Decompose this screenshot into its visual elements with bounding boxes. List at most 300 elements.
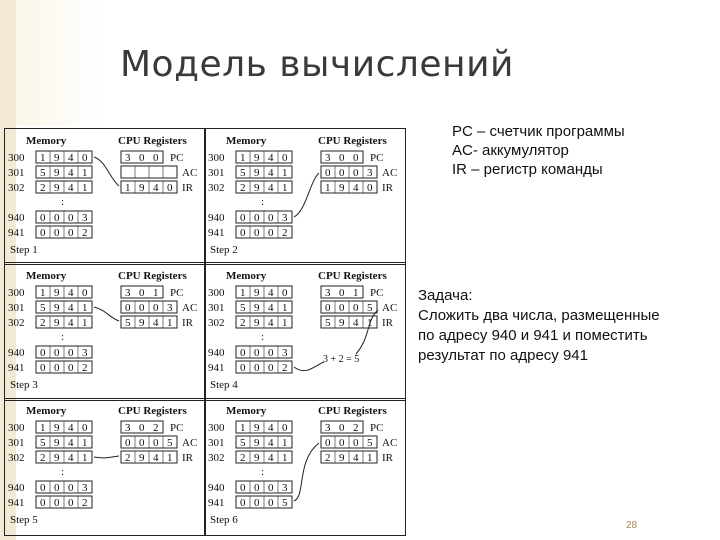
cell-digit: 1	[82, 182, 88, 194]
memory-address: 300	[208, 152, 225, 164]
memory-cell	[236, 226, 292, 239]
cpu-registers-header: CPU Registers	[118, 135, 187, 147]
cell-digit: 0	[282, 287, 288, 299]
register-digit: 0	[353, 302, 359, 314]
memory-address: 301	[8, 167, 25, 179]
ac-label: AC	[382, 302, 398, 314]
cell-digit: 5	[325, 317, 331, 329]
cell-digit: 9	[254, 317, 260, 329]
cell-digit: 3	[282, 212, 288, 224]
pc-register	[321, 286, 363, 299]
ac-register	[121, 301, 177, 314]
memory-address: 940	[8, 347, 25, 359]
cell-digit: 0	[268, 347, 274, 359]
register-digit: 0	[139, 422, 145, 434]
cell-digit: 1	[82, 302, 88, 314]
cell-digit: 4	[268, 302, 274, 314]
ir-register	[121, 316, 177, 329]
memory-address: 302	[208, 182, 225, 194]
step-panel-6	[206, 401, 402, 529]
cell-digit: 5	[240, 437, 246, 449]
cell-digit: 0	[82, 422, 88, 434]
step-label: Step 4	[210, 379, 238, 391]
memory-header: Memory	[26, 405, 67, 417]
cell-digit: 4	[68, 182, 74, 194]
memory-address: 300	[208, 287, 225, 299]
register-digit: 5	[367, 437, 373, 449]
cell-digit: 1	[282, 182, 288, 194]
cell-digit: 0	[254, 362, 260, 374]
cell-digit: 5	[40, 302, 46, 314]
cell-digit: 3	[282, 347, 288, 359]
cell-digit: 1	[325, 182, 331, 194]
cpu-registers-header: CPU Registers	[318, 270, 387, 282]
cell-digit: 1	[367, 317, 373, 329]
ac-label: AC	[182, 437, 198, 449]
cell-digit: 3	[82, 347, 88, 359]
register-digit: 0	[125, 437, 131, 449]
register-legend	[452, 122, 625, 179]
register-digit: 0	[153, 302, 159, 314]
cell-digit: 4	[268, 422, 274, 434]
pc-label: PC	[170, 152, 184, 164]
cell-digit: 0	[68, 362, 74, 374]
cell-digit: 9	[54, 302, 60, 314]
memory-address: 302	[8, 317, 25, 329]
memory-cell	[236, 316, 292, 329]
cell-digit: 4	[153, 317, 159, 329]
memory-address: 940	[208, 212, 225, 224]
ac-register	[321, 166, 377, 179]
cell-digit: 0	[68, 227, 74, 239]
cell-digit: 9	[254, 437, 260, 449]
ir-register	[321, 181, 377, 194]
cell-digit: 2	[40, 452, 46, 464]
register-digit: 0	[339, 302, 345, 314]
cell-digit: 1	[82, 167, 88, 179]
cell-digit: 0	[54, 482, 60, 494]
cell-digit: 1	[240, 152, 246, 164]
cell-digit: 1	[82, 317, 88, 329]
memory-ellipsis: :	[261, 196, 265, 208]
cell-digit: 0	[167, 182, 173, 194]
register-digit: 0	[153, 437, 159, 449]
memory-cell	[236, 361, 292, 374]
fetch-arrow	[94, 157, 119, 186]
cell-digit: 4	[68, 437, 74, 449]
cell-digit: 1	[40, 422, 46, 434]
cell-digit: 0	[282, 422, 288, 434]
memory-address: 940	[8, 482, 25, 494]
cell-digit: 1	[282, 317, 288, 329]
register-digit: 0	[339, 167, 345, 179]
memory-address: 940	[208, 347, 225, 359]
cpu-registers-header: CPU Registers	[318, 405, 387, 417]
register-digit: 0	[325, 302, 331, 314]
cell-digit: 0	[254, 347, 260, 359]
cell-digit: 9	[54, 167, 60, 179]
cell-digit: 1	[82, 437, 88, 449]
memory-address: 301	[8, 302, 25, 314]
register-digit: 5	[167, 437, 173, 449]
memory-ellipsis: :	[61, 331, 65, 343]
cell-digit: 4	[68, 452, 74, 464]
memory-address: 941	[8, 362, 25, 374]
cell-digit: 0	[268, 212, 274, 224]
cell-digit: 0	[82, 287, 88, 299]
cell-digit: 1	[82, 452, 88, 464]
cell-digit: 9	[139, 182, 145, 194]
memory-cell	[36, 286, 92, 299]
legend-line-ac: AC- аккумулятор	[452, 142, 569, 159]
cell-digit: 0	[40, 362, 46, 374]
memory-cell	[36, 496, 92, 509]
memory-cell	[236, 301, 292, 314]
memory-cell	[236, 346, 292, 359]
cell-digit: 5	[40, 167, 46, 179]
cell-digit: 2	[125, 452, 131, 464]
cell-digit: 5	[40, 437, 46, 449]
memory-address: 941	[8, 227, 25, 239]
ir-register	[121, 181, 177, 194]
ac-label: AC	[182, 167, 198, 179]
cell-digit: 9	[139, 317, 145, 329]
register-digit: 3	[367, 167, 373, 179]
task-description	[418, 286, 718, 366]
cell-digit: 9	[54, 437, 60, 449]
cell-digit: 4	[353, 452, 359, 464]
cell-digit: 4	[153, 182, 159, 194]
step-label: Step 5	[10, 514, 38, 526]
memory-cell	[36, 181, 92, 194]
cell-digit: 9	[254, 422, 260, 434]
ac-register	[321, 301, 377, 314]
cell-digit: 4	[68, 287, 74, 299]
register-digit: 0	[339, 287, 345, 299]
memory-address: 941	[208, 227, 225, 239]
memory-cell	[36, 226, 92, 239]
cell-digit: 2	[282, 362, 288, 374]
step-label: Step 2	[210, 244, 238, 256]
ir-register	[121, 451, 177, 464]
register-digit: 5	[367, 302, 373, 314]
memory-ellipsis: :	[61, 466, 65, 478]
pc-label: PC	[370, 152, 384, 164]
cell-digit: 1	[40, 287, 46, 299]
memory-cell	[236, 181, 292, 194]
cell-digit: 4	[68, 167, 74, 179]
cell-digit: 9	[139, 452, 145, 464]
register-digit: 0	[153, 152, 159, 164]
memory-address: 301	[8, 437, 25, 449]
cell-digit: 4	[68, 302, 74, 314]
cell-digit: 4	[353, 317, 359, 329]
cell-digit: 0	[40, 227, 46, 239]
ac-label: AC	[382, 437, 398, 449]
step-label: Step 6	[210, 514, 238, 526]
ac-register	[121, 436, 177, 449]
cell-digit: 9	[54, 152, 60, 164]
cell-digit: 5	[282, 497, 288, 509]
register-digit: 0	[339, 422, 345, 434]
memory-cell	[36, 436, 92, 449]
ir-label: IR	[182, 317, 193, 329]
cell-digit: 9	[54, 287, 60, 299]
memory-address: 301	[208, 302, 225, 314]
memory-address: 941	[208, 362, 225, 374]
register-digit: 3	[125, 287, 131, 299]
cell-digit: 9	[339, 182, 345, 194]
register-digit: 0	[139, 287, 145, 299]
cell-digit: 1	[282, 452, 288, 464]
cell-digit: 3	[82, 482, 88, 494]
register-digit: 3	[325, 287, 331, 299]
memory-cell	[36, 361, 92, 374]
cell-digit: 1	[282, 167, 288, 179]
cell-digit: 2	[82, 227, 88, 239]
cell-digit: 9	[339, 452, 345, 464]
cell-digit: 4	[268, 152, 274, 164]
memory-ellipsis: :	[261, 331, 265, 343]
cell-digit: 4	[268, 437, 274, 449]
cell-digit: 0	[68, 482, 74, 494]
cell-digit: 2	[82, 497, 88, 509]
cell-digit: 2	[82, 362, 88, 374]
register-digit: 0	[353, 437, 359, 449]
cell-digit: 1	[240, 422, 246, 434]
register-digit: 1	[153, 287, 159, 299]
cell-digit: 4	[353, 182, 359, 194]
cell-digit: 9	[254, 287, 260, 299]
legend-line-pc: PC – счетчик программы	[452, 123, 625, 140]
cell-digit: 0	[54, 347, 60, 359]
register-digit: 0	[139, 302, 145, 314]
ir-label: IR	[382, 452, 393, 464]
cell-digit: 4	[268, 452, 274, 464]
cell-digit: 9	[54, 317, 60, 329]
memory-ellipsis: :	[61, 196, 65, 208]
cell-digit: 0	[367, 182, 373, 194]
cell-digit: 0	[82, 152, 88, 164]
memory-cell	[36, 481, 92, 494]
memory-header: Memory	[226, 135, 267, 147]
cell-digit: 4	[153, 452, 159, 464]
cell-digit: 9	[254, 152, 260, 164]
cell-digit: 4	[68, 422, 74, 434]
memory-ellipsis: :	[261, 466, 265, 478]
memory-cell	[236, 451, 292, 464]
memory-address: 300	[8, 152, 25, 164]
memory-cell	[36, 301, 92, 314]
ac-label: AC	[182, 302, 198, 314]
register-digit: 0	[353, 167, 359, 179]
cell-digit: 1	[240, 287, 246, 299]
cell-digit: 0	[54, 362, 60, 374]
cell-digit: 0	[254, 212, 260, 224]
memory-address: 941	[8, 497, 25, 509]
cell-digit: 0	[54, 497, 60, 509]
cell-digit: 1	[367, 452, 373, 464]
memory-cell	[36, 421, 92, 434]
memory-address: 302	[208, 452, 225, 464]
memory-header: Memory	[226, 270, 267, 282]
memory-cell	[236, 481, 292, 494]
step-label: Step 3	[10, 379, 38, 391]
cell-digit: 0	[254, 227, 260, 239]
cpu-registers-header: CPU Registers	[118, 270, 187, 282]
fetch-arrow	[94, 307, 119, 321]
cell-digit: 9	[254, 302, 260, 314]
memory-cell	[236, 496, 292, 509]
cell-digit: 0	[40, 497, 46, 509]
register-digit: 3	[325, 152, 331, 164]
step-panel-1	[6, 131, 202, 259]
cell-digit: 0	[240, 347, 246, 359]
task-heading: Задача:	[418, 287, 473, 304]
cell-digit: 0	[268, 362, 274, 374]
pc-label: PC	[170, 422, 184, 434]
cell-digit: 5	[240, 167, 246, 179]
memory-address: 302	[208, 317, 225, 329]
register-digit: 3	[125, 152, 131, 164]
task-line-1: Сложить два числа, размещенные	[418, 307, 660, 324]
register-digit: 1	[353, 287, 359, 299]
cell-digit: 4	[268, 317, 274, 329]
cell-digit: 9	[54, 182, 60, 194]
fetch-arrow	[94, 456, 119, 458]
ir-label: IR	[182, 182, 193, 194]
register-digit: 0	[139, 152, 145, 164]
ir-label: IR	[382, 317, 393, 329]
register-digit: 0	[125, 302, 131, 314]
cell-digit: 9	[254, 167, 260, 179]
step-panel-3	[6, 266, 202, 394]
pc-register	[121, 421, 163, 434]
cell-digit: 4	[268, 287, 274, 299]
memory-cell	[36, 166, 92, 179]
register-digit: 0	[325, 167, 331, 179]
task-line-3: результат по адресу 941	[418, 347, 588, 364]
cell-digit: 0	[68, 497, 74, 509]
cell-digit: 9	[339, 317, 345, 329]
memory-header: Memory	[26, 270, 67, 282]
legend-line-ir: IR – регистр команды	[452, 161, 603, 178]
cell-digit: 4	[268, 167, 274, 179]
memory-address: 300	[208, 422, 225, 434]
cell-digit: 0	[282, 152, 288, 164]
cell-digit: 0	[268, 227, 274, 239]
step-panel-4	[206, 266, 402, 394]
register-digit: 0	[353, 152, 359, 164]
add-arrow	[294, 362, 324, 371]
memory-cell	[36, 151, 92, 164]
register-digit: 3	[325, 422, 331, 434]
cell-digit: 0	[240, 212, 246, 224]
register-digit: 3	[167, 302, 173, 314]
cell-digit: 2	[40, 182, 46, 194]
register-digit: 0	[325, 437, 331, 449]
memory-header: Memory	[226, 405, 267, 417]
cell-digit: 0	[54, 227, 60, 239]
cell-digit: 0	[68, 347, 74, 359]
memory-address: 940	[8, 212, 25, 224]
cell-digit: 0	[240, 482, 246, 494]
memory-cell	[36, 451, 92, 464]
ir-register	[321, 451, 377, 464]
cell-digit: 4	[268, 182, 274, 194]
cell-digit: 3	[82, 212, 88, 224]
decor-gradient	[16, 0, 102, 126]
pc-register	[121, 151, 163, 164]
step-label: Step 1	[10, 244, 38, 256]
register-digit: 2	[153, 422, 159, 434]
memory-cell	[236, 421, 292, 434]
memory-cell	[236, 211, 292, 224]
cell-digit: 2	[240, 317, 246, 329]
cell-digit: 0	[68, 212, 74, 224]
cell-digit: 9	[54, 422, 60, 434]
ir-label: IR	[182, 452, 193, 464]
step-panel-2	[206, 131, 402, 259]
memory-address: 940	[208, 482, 225, 494]
cell-digit: 2	[240, 182, 246, 194]
memory-address: 302	[8, 182, 25, 194]
register-digit: 0	[339, 437, 345, 449]
pc-label: PC	[370, 422, 384, 434]
memory-address: 941	[208, 497, 225, 509]
memory-address: 300	[8, 287, 25, 299]
cell-digit: 0	[268, 497, 274, 509]
task-line-2: по адресу 940 и 941 и поместить	[418, 327, 648, 344]
cell-digit: 9	[54, 452, 60, 464]
pc-register	[321, 151, 363, 164]
pc-register	[321, 421, 363, 434]
cell-digit: 1	[282, 437, 288, 449]
cell-digit: 4	[68, 152, 74, 164]
pc-register	[121, 286, 163, 299]
cell-digit: 1	[282, 302, 288, 314]
cell-digit: 1	[40, 152, 46, 164]
cell-digit: 0	[254, 497, 260, 509]
memory-address: 300	[8, 422, 25, 434]
register-digit: 2	[353, 422, 359, 434]
memory-cell	[236, 436, 292, 449]
cell-digit: 2	[240, 452, 246, 464]
cell-digit: 5	[125, 317, 131, 329]
cell-digit: 1	[125, 182, 131, 194]
memory-cell	[36, 211, 92, 224]
addition-note: 3 + 2 = 5	[323, 354, 360, 365]
cell-digit: 3	[282, 482, 288, 494]
ac-register	[121, 166, 177, 178]
cell-digit: 0	[268, 482, 274, 494]
cell-digit: 2	[325, 452, 331, 464]
cell-digit: 1	[167, 317, 173, 329]
memory-cell	[236, 286, 292, 299]
memory-header: Memory	[26, 135, 67, 147]
cell-digit: 0	[254, 482, 260, 494]
ir-label: IR	[382, 182, 393, 194]
register-digit: 0	[339, 152, 345, 164]
pc-label: PC	[370, 287, 384, 299]
cell-digit: 0	[40, 482, 46, 494]
ac-label: AC	[382, 167, 398, 179]
register-digit: 0	[139, 437, 145, 449]
memory-cell	[36, 316, 92, 329]
cell-digit: 2	[282, 227, 288, 239]
memory-address: 301	[208, 437, 225, 449]
memory-address: 301	[208, 167, 225, 179]
